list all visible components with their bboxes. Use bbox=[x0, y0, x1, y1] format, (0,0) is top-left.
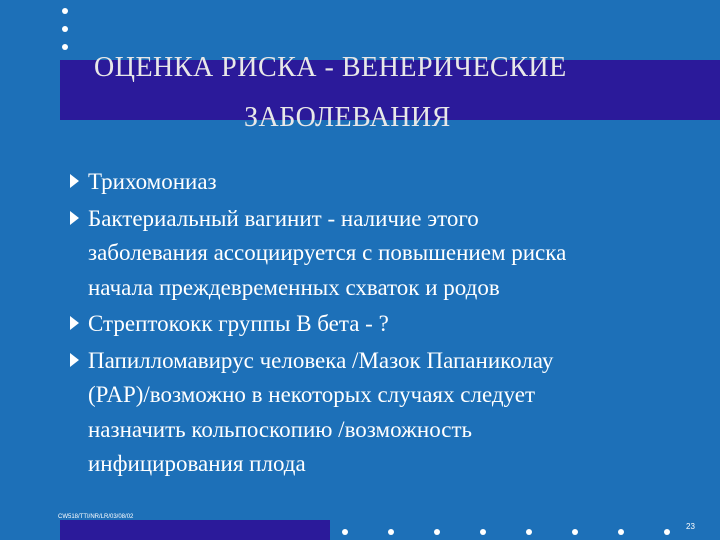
bullet-text: Бактериальный вагинит - наличие этого bbox=[88, 205, 479, 231]
decor-dot bbox=[572, 529, 578, 535]
bullet-text: инфицирования плода bbox=[88, 451, 306, 476]
bullet-text: Трихомониаз bbox=[88, 169, 217, 194]
bullet-arrow-icon bbox=[70, 211, 79, 225]
bullet-arrow-icon bbox=[70, 316, 79, 330]
slide-title-line-2: ЗАБОЛЕВАНИЯ bbox=[244, 102, 451, 133]
bullet-item bbox=[58, 307, 708, 342]
bullet-arrow-icon bbox=[70, 353, 79, 367]
footer-band bbox=[60, 520, 330, 540]
decor-dot bbox=[62, 44, 68, 50]
bullet-text: заболевания ассоциируется с повышением риска bbox=[88, 240, 567, 265]
page-number: 23 bbox=[686, 522, 695, 531]
decor-dot bbox=[388, 529, 394, 535]
bullet-arrow-icon bbox=[70, 174, 79, 188]
bullet-text: (PAP)/возможно в некоторых случаях следует bbox=[88, 382, 536, 407]
decor-dot bbox=[434, 529, 440, 535]
decor-dot bbox=[62, 26, 68, 32]
bullet-item bbox=[58, 344, 708, 482]
decor-dot bbox=[526, 529, 532, 535]
decor-dot bbox=[480, 529, 486, 535]
bullet-item bbox=[58, 202, 708, 306]
decor-dot bbox=[342, 529, 348, 535]
footer-code: CW518/TTI/NR/LR/03/08/02 bbox=[58, 514, 134, 520]
decor-dot bbox=[618, 529, 624, 535]
bullet-list bbox=[58, 165, 708, 484]
slide-title-line-1: ОЦЕНКА РИСКА - ВЕНЕРИЧЕСКИЕ bbox=[94, 52, 567, 83]
decor-dot bbox=[62, 8, 68, 14]
decor-dot bbox=[664, 529, 670, 535]
bullet-text: Папилломавирус человека /Мазок Папаниколау bbox=[88, 347, 554, 373]
bullet-text: Стрептококк группы В бета - ? bbox=[88, 311, 389, 336]
bullet-item bbox=[58, 165, 708, 200]
bullet-text: начала преждевременных схваток и родов bbox=[88, 274, 500, 300]
bullet-text: назначить кольпоскопию /возможность bbox=[88, 416, 473, 442]
